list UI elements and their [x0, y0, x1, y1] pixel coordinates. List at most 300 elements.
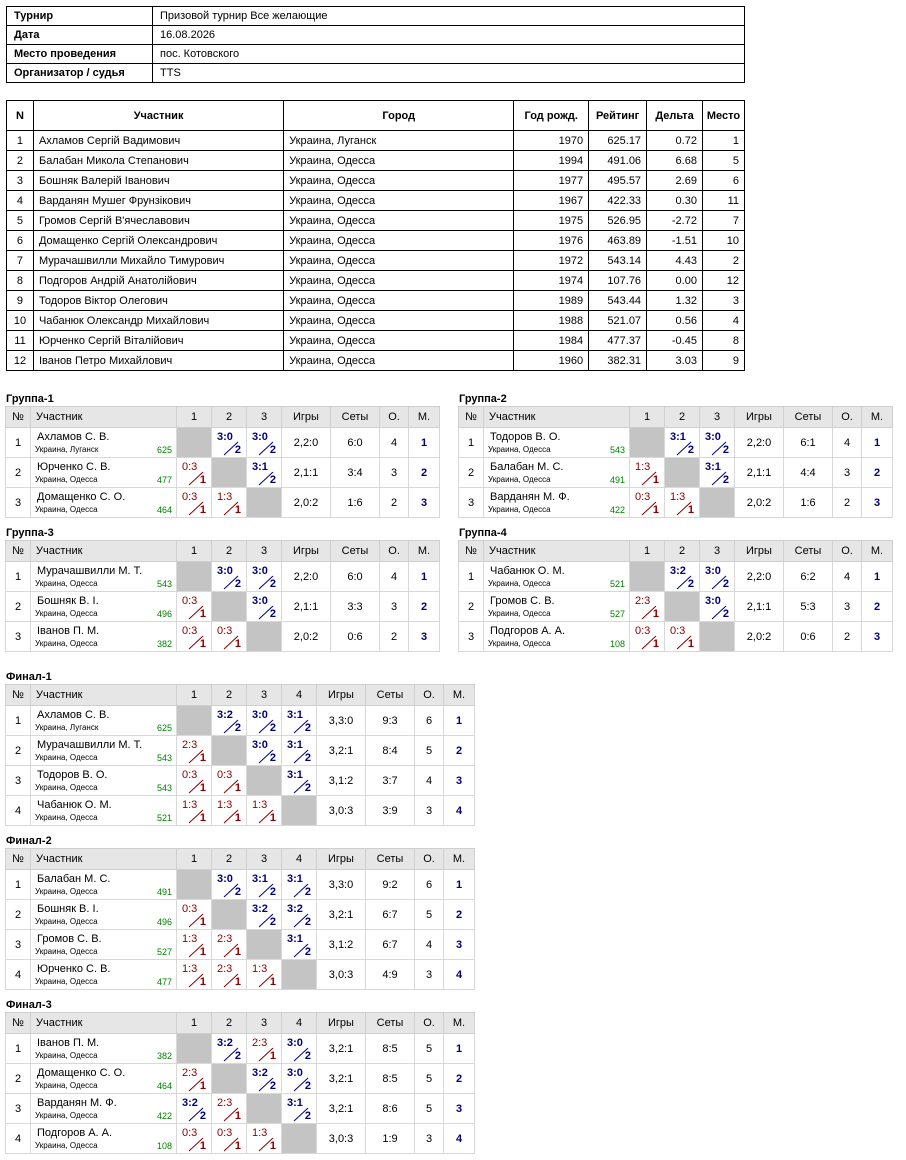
group-row — [459, 428, 893, 458]
match-score-cell — [282, 870, 317, 900]
info-label: Место проведения — [7, 45, 153, 64]
games-summary: 2,2:0 — [735, 562, 784, 592]
games-summary: 3,2:1 — [317, 736, 366, 766]
match-points: 1 — [199, 474, 206, 486]
seed-number: 1 — [459, 562, 484, 592]
group-header-row — [459, 541, 893, 562]
participant-cell: 543.44 — [589, 291, 647, 311]
points-total: 3 — [380, 458, 409, 488]
participant-cell: -2.72 — [647, 211, 703, 231]
match-points: 2 — [269, 752, 276, 764]
group-column-header: Участник — [31, 685, 177, 706]
player-rating: 521 — [156, 813, 172, 823]
participants-table — [6, 100, 745, 371]
points-total: 6 — [415, 870, 444, 900]
match-score: 2:3 — [182, 1067, 198, 1079]
match-score: 2:3 — [252, 1037, 268, 1049]
group-row — [6, 960, 475, 990]
points-total: 4 — [415, 930, 444, 960]
participant-cell: 4 — [702, 311, 744, 331]
seed-number: 1 — [6, 706, 31, 736]
group-place: 1 — [444, 870, 475, 900]
match-score: 0:3 — [182, 625, 198, 637]
participant-cell: Балабан Микола Степанович — [33, 151, 283, 171]
sets-summary: 3:3 — [331, 592, 380, 622]
player-rating: 108 — [609, 639, 625, 649]
participant-cell: 1975 — [514, 211, 589, 231]
diagonal-cell — [282, 1124, 317, 1154]
match-score: 3:2 — [217, 709, 233, 721]
match-points: 2 — [269, 886, 276, 898]
points-total: 3 — [415, 1124, 444, 1154]
match-score-cell — [282, 706, 317, 736]
column-header: Рейтинг — [589, 101, 647, 131]
match-points: 1 — [234, 504, 241, 516]
group-table — [5, 684, 475, 826]
group-column-header: № — [6, 1013, 31, 1034]
player-cell — [31, 930, 177, 960]
player-city: Украина, Одесса — [488, 609, 551, 618]
player-name: Тодоров В. О. — [37, 769, 108, 781]
games-summary: 2,2:0 — [282, 562, 331, 592]
diagonal-cell — [665, 458, 700, 488]
info-label: Дата — [7, 26, 153, 45]
sets-summary: 0:6 — [784, 622, 833, 652]
match-score-cell — [630, 622, 665, 652]
player-city: Украина, Одесса — [488, 639, 551, 648]
player-name: Подгоров А. А. — [37, 1127, 113, 1139]
participant-row — [7, 291, 745, 311]
points-total: 2 — [380, 622, 409, 652]
match-score: 0:3 — [182, 903, 198, 915]
match-score: 3:2 — [252, 903, 268, 915]
sets-summary: 6:0 — [331, 428, 380, 458]
match-score-cell — [247, 796, 282, 826]
sets-summary: 8:4 — [366, 736, 415, 766]
match-points: 2 — [304, 946, 311, 958]
match-score: 2:3 — [217, 1097, 233, 1109]
match-points: 1 — [234, 1110, 241, 1122]
group-row — [459, 622, 893, 652]
column-header: Дельта — [647, 101, 703, 131]
group-place: 3 — [409, 622, 440, 652]
match-points: 2 — [269, 916, 276, 928]
games-summary: 3,0:3 — [317, 1124, 366, 1154]
group-column-header: О. — [415, 849, 444, 870]
player-cell — [31, 1034, 177, 1064]
match-score-cell — [247, 1034, 282, 1064]
diagonal-cell — [212, 1064, 247, 1094]
diagonal-cell — [630, 428, 665, 458]
match-score-cell — [247, 870, 282, 900]
participant-cell: 12 — [7, 351, 34, 371]
games-summary: 3,2:1 — [317, 1034, 366, 1064]
player-name: Ахламов С. В. — [37, 431, 110, 443]
match-score: 3:0 — [705, 595, 721, 607]
player-cell — [31, 562, 177, 592]
group-place: 2 — [444, 736, 475, 766]
points-total: 4 — [380, 428, 409, 458]
group-column-header: О. — [833, 541, 862, 562]
points-total: 2 — [833, 622, 862, 652]
player-city: Украина, Одесса — [35, 887, 98, 896]
match-score-cell — [700, 428, 735, 458]
participant-cell: Варданян Мушег Фрунзікович — [33, 191, 283, 211]
group-column-header: 3 — [700, 407, 735, 428]
player-rating: 477 — [156, 977, 172, 987]
group-column-header: 3 — [247, 541, 282, 562]
match-points: 2 — [269, 1080, 276, 1092]
group-column-header: М. — [862, 407, 893, 428]
match-score-cell — [177, 1124, 212, 1154]
diagonal-cell — [700, 622, 735, 652]
match-score: 1:3 — [182, 933, 198, 945]
participant-cell: Украина, Одесса — [284, 291, 514, 311]
player-rating: 521 — [609, 579, 625, 589]
diagonal-cell — [177, 870, 212, 900]
participant-row — [7, 171, 745, 191]
points-total: 5 — [415, 1064, 444, 1094]
participant-cell: 521.07 — [589, 311, 647, 331]
match-score: 3:1 — [287, 769, 303, 781]
match-score-cell — [212, 706, 247, 736]
match-points: 2 — [722, 474, 729, 486]
points-total: 3 — [833, 458, 862, 488]
participant-cell: Подгоров Андрій Анатолійович — [33, 271, 283, 291]
group-row — [6, 706, 475, 736]
group-column-header: Сеты — [366, 849, 415, 870]
group-place: 1 — [409, 562, 440, 592]
match-points: 2 — [234, 444, 241, 456]
match-score: 3:1 — [287, 873, 303, 885]
seed-number: 2 — [6, 1064, 31, 1094]
participant-cell: 495.57 — [589, 171, 647, 191]
games-summary: 2,2:0 — [282, 428, 331, 458]
group-column-header: Участник — [31, 407, 177, 428]
match-score: 3:1 — [705, 461, 721, 473]
match-points: 1 — [234, 1140, 241, 1152]
group-row — [6, 796, 475, 826]
participant-cell: Украина, Луганск — [284, 131, 514, 151]
group-row — [6, 930, 475, 960]
participant-row — [7, 211, 745, 231]
match-score-cell — [247, 1064, 282, 1094]
participant-cell: 3 — [702, 291, 744, 311]
group-column-header: № — [6, 685, 31, 706]
participant-cell: 5 — [702, 151, 744, 171]
group-row — [6, 622, 440, 652]
participant-cell: Юрченко Сергій Віталійович — [33, 331, 283, 351]
match-points: 1 — [652, 504, 659, 516]
seed-number: 1 — [6, 1034, 31, 1064]
group-column-header: М. — [444, 849, 475, 870]
player-name: Тодоров В. О. — [490, 431, 561, 443]
seed-number: 4 — [6, 1124, 31, 1154]
points-total: 2 — [833, 488, 862, 518]
group-title: Финал-1 — [6, 671, 52, 683]
seed-number: 2 — [6, 592, 31, 622]
sets-summary: 8:5 — [366, 1034, 415, 1064]
points-total: 3 — [415, 796, 444, 826]
group-row — [459, 592, 893, 622]
group-title: Финал-2 — [6, 835, 52, 847]
group-title: Группа-1 — [6, 393, 54, 405]
player-cell — [484, 622, 630, 652]
points-total: 4 — [833, 428, 862, 458]
group-header-row — [6, 407, 440, 428]
group-column-header: Сеты — [331, 541, 380, 562]
sets-summary: 4:4 — [784, 458, 833, 488]
match-score: 3:1 — [287, 1097, 303, 1109]
sets-summary: 9:2 — [366, 870, 415, 900]
match-score-cell — [177, 900, 212, 930]
match-score: 0:3 — [635, 625, 651, 637]
group-column-header: 2 — [212, 407, 247, 428]
diagonal-cell — [700, 488, 735, 518]
group-column-header: О. — [833, 407, 862, 428]
player-city: Украина, Одесса — [35, 1081, 98, 1090]
match-score: 1:3 — [182, 799, 198, 811]
seed-number: 1 — [6, 428, 31, 458]
match-score-cell — [630, 592, 665, 622]
player-city: Украина, Одесса — [35, 609, 98, 618]
match-score: 3:0 — [287, 1067, 303, 1079]
player-name: Ахламов С. В. — [37, 709, 110, 721]
group-row — [6, 766, 475, 796]
group-row — [6, 1124, 475, 1154]
group-block — [5, 834, 475, 990]
participant-row — [7, 271, 745, 291]
games-summary: 3,0:3 — [317, 796, 366, 826]
group-column-header: № — [6, 849, 31, 870]
group-column-header: Игры — [317, 685, 366, 706]
match-points: 2 — [304, 886, 311, 898]
player-cell — [31, 960, 177, 990]
match-score-cell — [247, 428, 282, 458]
match-points: 1 — [234, 812, 241, 824]
group-column-header: 3 — [247, 849, 282, 870]
games-summary: 3,0:3 — [317, 960, 366, 990]
player-name: Громов С. В. — [490, 595, 555, 607]
match-score-cell — [212, 488, 247, 518]
participant-cell: 1984 — [514, 331, 589, 351]
games-summary: 2,0:2 — [282, 488, 331, 518]
player-name: Бошняк В. І. — [37, 903, 99, 915]
seed-number: 2 — [6, 736, 31, 766]
participant-row — [7, 351, 745, 371]
match-score: 1:3 — [252, 963, 268, 975]
games-summary: 3,2:1 — [317, 1064, 366, 1094]
match-points: 2 — [687, 578, 694, 590]
match-score: 3:1 — [287, 739, 303, 751]
player-cell — [31, 870, 177, 900]
match-score: 3:0 — [217, 431, 233, 443]
match-points: 1 — [234, 638, 241, 650]
games-summary: 3,1:2 — [317, 766, 366, 796]
player-cell — [31, 1064, 177, 1094]
group-column-header: О. — [380, 541, 409, 562]
player-rating: 422 — [609, 505, 625, 515]
match-points: 2 — [269, 608, 276, 620]
diagonal-cell — [212, 458, 247, 488]
group-column-header: Сеты — [784, 407, 833, 428]
player-city: Украина, Одесса — [35, 1111, 98, 1120]
player-cell — [484, 562, 630, 592]
player-rating: 491 — [609, 475, 625, 485]
sets-summary: 9:3 — [366, 706, 415, 736]
games-summary: 2,1:1 — [282, 458, 331, 488]
seed-number: 3 — [459, 622, 484, 652]
group-place: 4 — [444, 1124, 475, 1154]
participant-cell: Украина, Одесса — [284, 211, 514, 231]
match-score: 1:3 — [217, 491, 233, 503]
group-column-header: О. — [380, 407, 409, 428]
points-total: 6 — [415, 706, 444, 736]
group-column-header: 1 — [177, 685, 212, 706]
match-score: 0:3 — [217, 769, 233, 781]
match-score-cell — [212, 1034, 247, 1064]
match-points: 2 — [722, 578, 729, 590]
group-column-header: Сеты — [784, 541, 833, 562]
match-points: 2 — [722, 444, 729, 456]
seed-number: 3 — [6, 488, 31, 518]
player-name: Балабан М. С. — [37, 873, 111, 885]
participant-cell: 4 — [7, 191, 34, 211]
player-city: Украина, Одесса — [35, 813, 98, 822]
player-rating: 527 — [156, 947, 172, 957]
seed-number: 3 — [6, 1094, 31, 1124]
match-points: 2 — [687, 444, 694, 456]
participant-cell: 6 — [702, 171, 744, 191]
participant-cell: 1960 — [514, 351, 589, 371]
match-score: 1:3 — [635, 461, 651, 473]
participant-cell: Домащенко Сергій Олександрович — [33, 231, 283, 251]
group-column-header: Сеты — [366, 685, 415, 706]
participant-cell: 4.43 — [647, 251, 703, 271]
group-column-header: 2 — [212, 1013, 247, 1034]
participant-cell: -1.51 — [647, 231, 703, 251]
match-score: 3:2 — [670, 565, 686, 577]
match-points: 2 — [199, 1110, 206, 1122]
group-column-header: 2 — [665, 407, 700, 428]
group-column-header: М. — [444, 1013, 475, 1034]
match-score-cell — [247, 592, 282, 622]
match-score: 0:3 — [182, 595, 198, 607]
match-score: 2:3 — [217, 933, 233, 945]
match-score-cell — [212, 562, 247, 592]
player-city: Украина, Одесса — [488, 579, 551, 588]
participant-cell: 3.03 — [647, 351, 703, 371]
group-block — [5, 392, 440, 518]
participant-cell: 1977 — [514, 171, 589, 191]
player-rating: 543 — [156, 753, 172, 763]
player-cell — [484, 592, 630, 622]
match-points: 1 — [652, 474, 659, 486]
match-points: 1 — [199, 946, 206, 958]
match-points: 1 — [269, 976, 276, 988]
seed-number: 3 — [6, 930, 31, 960]
participant-cell: 477.37 — [589, 331, 647, 351]
match-score-cell — [282, 900, 317, 930]
match-points: 1 — [269, 1140, 276, 1152]
group-row — [459, 562, 893, 592]
group-column-header: 4 — [282, 685, 317, 706]
match-score-cell — [665, 488, 700, 518]
group-column-header: 2 — [212, 849, 247, 870]
match-score-cell — [212, 930, 247, 960]
group-place: 3 — [444, 766, 475, 796]
match-score-cell — [282, 1034, 317, 1064]
player-name: Варданян М. Ф. — [490, 491, 570, 503]
match-points: 1 — [269, 1050, 276, 1062]
group-column-header: 2 — [212, 685, 247, 706]
seed-number: 2 — [6, 458, 31, 488]
match-score: 3:0 — [705, 431, 721, 443]
games-summary: 2,1:1 — [735, 592, 784, 622]
match-score: 1:3 — [252, 799, 268, 811]
info-label: Организатор / судья — [7, 64, 153, 83]
group-column-header: 1 — [177, 1013, 212, 1034]
player-cell — [31, 592, 177, 622]
group-title: Группа-2 — [459, 393, 507, 405]
participant-cell: 1989 — [514, 291, 589, 311]
group-table — [458, 540, 893, 652]
group-place: 2 — [409, 592, 440, 622]
player-city: Украина, Луганск — [35, 723, 99, 732]
match-score: 3:1 — [252, 461, 268, 473]
diagonal-cell — [177, 428, 212, 458]
match-score: 1:3 — [182, 963, 198, 975]
player-name: Чабанюк О. М. — [37, 799, 112, 811]
seed-number: 3 — [459, 488, 484, 518]
group-column-header: Сеты — [366, 1013, 415, 1034]
player-rating: 625 — [156, 723, 172, 733]
info-row — [7, 26, 745, 45]
match-points: 1 — [199, 504, 206, 516]
group-column-header: 2 — [212, 541, 247, 562]
group-place: 3 — [444, 930, 475, 960]
player-city: Украина, Одесса — [35, 639, 98, 648]
info-value: TTS — [153, 64, 745, 83]
match-score-cell — [282, 1094, 317, 1124]
player-city: Украина, Одесса — [35, 505, 98, 514]
info-label: Турнир — [7, 7, 153, 26]
group-column-header: 4 — [282, 1013, 317, 1034]
group-column-header: № — [6, 407, 31, 428]
sets-summary: 1:9 — [366, 1124, 415, 1154]
match-score: 0:3 — [670, 625, 686, 637]
participant-cell: Украина, Одесса — [284, 311, 514, 331]
match-score: 1:3 — [252, 1127, 268, 1139]
participant-cell: 1976 — [514, 231, 589, 251]
participant-cell: Бошняк Валерій Іванович — [33, 171, 283, 191]
group-place: 1 — [444, 1034, 475, 1064]
sets-summary: 6:7 — [366, 930, 415, 960]
sets-summary: 8:6 — [366, 1094, 415, 1124]
group-column-header: 3 — [700, 541, 735, 562]
player-cell — [484, 488, 630, 518]
group-column-header: М. — [409, 407, 440, 428]
participant-cell: 2 — [7, 151, 34, 171]
diagonal-cell — [665, 592, 700, 622]
points-total: 3 — [415, 960, 444, 990]
group-row — [6, 592, 440, 622]
match-score-cell — [700, 592, 735, 622]
participant-cell: Украина, Одесса — [284, 191, 514, 211]
player-name: Мурачашвилли М. Т. — [37, 565, 143, 577]
participant-cell: 1.32 — [647, 291, 703, 311]
group-column-header: Участник — [31, 1013, 177, 1034]
